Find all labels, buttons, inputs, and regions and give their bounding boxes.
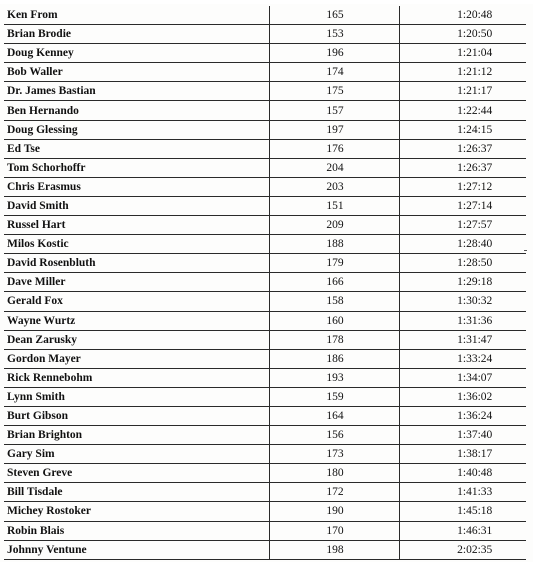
runner-name-cell: Ben Hernando	[4, 101, 269, 120]
bib-number-cell: 180	[269, 464, 399, 483]
finish-time-cell: 1:21:04	[399, 44, 526, 63]
finish-time-cell: 1:31:36	[399, 311, 526, 330]
runner-name-cell: Milos Kostic	[4, 235, 269, 254]
bib-number-cell: 164	[269, 406, 399, 425]
finish-time-cell: 1:28:50	[399, 254, 526, 273]
table-row	[4, 44, 526, 63]
table-row	[4, 101, 526, 120]
finish-time-cell: 1:26:37	[399, 158, 526, 177]
race-results-table	[4, 6, 526, 560]
table-row	[4, 6, 526, 25]
finish-time-cell: 1:41:33	[399, 483, 526, 502]
finish-time-cell: 1:21:12	[399, 63, 526, 82]
finish-time-cell: 1:26:37	[399, 139, 526, 158]
bib-number-cell: 196	[269, 44, 399, 63]
runner-name-cell: Doug Kenney	[4, 44, 269, 63]
table-row	[4, 254, 526, 273]
bib-number-cell: 172	[269, 483, 399, 502]
finish-time-cell: 1:20:50	[399, 25, 526, 44]
bib-number-cell: 203	[269, 177, 399, 196]
runner-name-cell: Gary Sim	[4, 445, 269, 464]
table-row	[4, 235, 526, 254]
table-row	[4, 273, 526, 292]
runner-name-cell: David Rosenbluth	[4, 254, 269, 273]
finish-time-cell: 1:24:15	[399, 120, 526, 139]
runner-name-cell: Brian Brodie	[4, 25, 269, 44]
bib-number-cell: 188	[269, 235, 399, 254]
runner-name-cell: Rick Rennebohm	[4, 368, 269, 387]
bib-number-cell: 170	[269, 521, 399, 540]
bib-number-cell: 179	[269, 254, 399, 273]
bib-number-cell: 160	[269, 311, 399, 330]
bib-number-cell: 165	[269, 6, 399, 25]
runner-name-cell: Johnny Ventune	[4, 540, 269, 559]
finish-time-cell: 1:46:31	[399, 521, 526, 540]
finish-time-cell: 1:27:14	[399, 196, 526, 215]
table-row	[4, 177, 526, 196]
runner-name-cell: Bob Waller	[4, 63, 269, 82]
runner-name-cell: Doug Glessing	[4, 120, 269, 139]
bib-number-cell: 186	[269, 349, 399, 368]
finish-time-cell: 1:36:02	[399, 387, 526, 406]
finish-time-cell: 1:38:17	[399, 445, 526, 464]
finish-time-cell: 1:40:48	[399, 464, 526, 483]
table-row	[4, 311, 526, 330]
table-row	[4, 120, 526, 139]
table-row	[4, 521, 526, 540]
bib-number-cell: 197	[269, 120, 399, 139]
runner-name-cell: Gerald Fox	[4, 292, 269, 311]
table-row	[4, 63, 526, 82]
bib-number-cell: 156	[269, 426, 399, 445]
bib-number-cell: 151	[269, 196, 399, 215]
table-row	[4, 196, 526, 215]
finish-time-cell: 1:27:57	[399, 216, 526, 235]
finish-time-cell: 1:20:48	[399, 6, 526, 25]
runner-name-cell: Ed Tse	[4, 139, 269, 158]
finish-time-cell: 1:29:18	[399, 273, 526, 292]
table-row	[4, 292, 526, 311]
bib-number-cell: 153	[269, 25, 399, 44]
runner-name-cell: Gordon Mayer	[4, 349, 269, 368]
scanned-results-page	[0, 4, 533, 562]
bib-number-cell: 176	[269, 139, 399, 158]
finish-time-cell: 1:28:40	[399, 235, 526, 254]
runner-name-cell: Dave Miller	[4, 273, 269, 292]
table-row	[4, 464, 526, 483]
runner-name-cell: Dean Zarusky	[4, 330, 269, 349]
table-row	[4, 330, 526, 349]
finish-time-cell: 1:27:12	[399, 177, 526, 196]
table-row	[4, 445, 526, 464]
finish-time-cell: 1:31:47	[399, 330, 526, 349]
table-row	[4, 368, 526, 387]
table-row	[4, 139, 526, 158]
table-row	[4, 158, 526, 177]
table-row	[4, 502, 526, 521]
finish-time-cell: 1:34:07	[399, 368, 526, 387]
bib-number-cell: 190	[269, 502, 399, 521]
bib-number-cell: 193	[269, 368, 399, 387]
runner-name-cell: Tom Schorhoffr	[4, 158, 269, 177]
table-row	[4, 406, 526, 425]
finish-time-cell: 1:37:40	[399, 426, 526, 445]
table-row	[4, 216, 526, 235]
finish-time-cell: 1:22:44	[399, 101, 526, 120]
table-row	[4, 349, 526, 368]
runner-name-cell: Lynn Smith	[4, 387, 269, 406]
finish-time-cell: 1:45:18	[399, 502, 526, 521]
runner-name-cell: Wayne Wurtz	[4, 311, 269, 330]
runner-name-cell: Robin Blais	[4, 521, 269, 540]
table-row	[4, 82, 526, 101]
table-row	[4, 387, 526, 406]
bib-number-cell: 175	[269, 82, 399, 101]
finish-time-cell: 1:30:32	[399, 292, 526, 311]
bib-number-cell: 209	[269, 216, 399, 235]
runner-name-cell: Chris Erasmus	[4, 177, 269, 196]
runner-name-cell: Steven Greve	[4, 464, 269, 483]
bib-number-cell: 173	[269, 445, 399, 464]
runner-name-cell: Dr. James Bastian	[4, 82, 269, 101]
runner-name-cell: Ken From	[4, 6, 269, 25]
bib-number-cell: 174	[269, 63, 399, 82]
runner-name-cell: Michey Rostoker	[4, 502, 269, 521]
bib-number-cell: 158	[269, 292, 399, 311]
bib-number-cell: 159	[269, 387, 399, 406]
runner-name-cell: Burt Gibson	[4, 406, 269, 425]
bib-number-cell: 157	[269, 101, 399, 120]
bib-number-cell: 198	[269, 540, 399, 559]
runner-name-cell: Bill Tisdale	[4, 483, 269, 502]
finish-time-cell: 2:02:35	[399, 540, 526, 559]
race-results-body	[4, 6, 526, 559]
runner-name-cell: David Smith	[4, 196, 269, 215]
bib-number-cell: 204	[269, 158, 399, 177]
runner-name-cell: Russel Hart	[4, 216, 269, 235]
table-row	[4, 540, 526, 559]
finish-time-cell: 1:21:17	[399, 82, 526, 101]
finish-time-cell: 1:36:24	[399, 406, 526, 425]
table-row	[4, 426, 526, 445]
runner-name-cell: Brian Brighton	[4, 426, 269, 445]
finish-time-cell: 1:33:24	[399, 349, 526, 368]
bib-number-cell: 166	[269, 273, 399, 292]
table-row	[4, 25, 526, 44]
scan-speck	[524, 250, 527, 251]
table-row	[4, 483, 526, 502]
bib-number-cell: 178	[269, 330, 399, 349]
